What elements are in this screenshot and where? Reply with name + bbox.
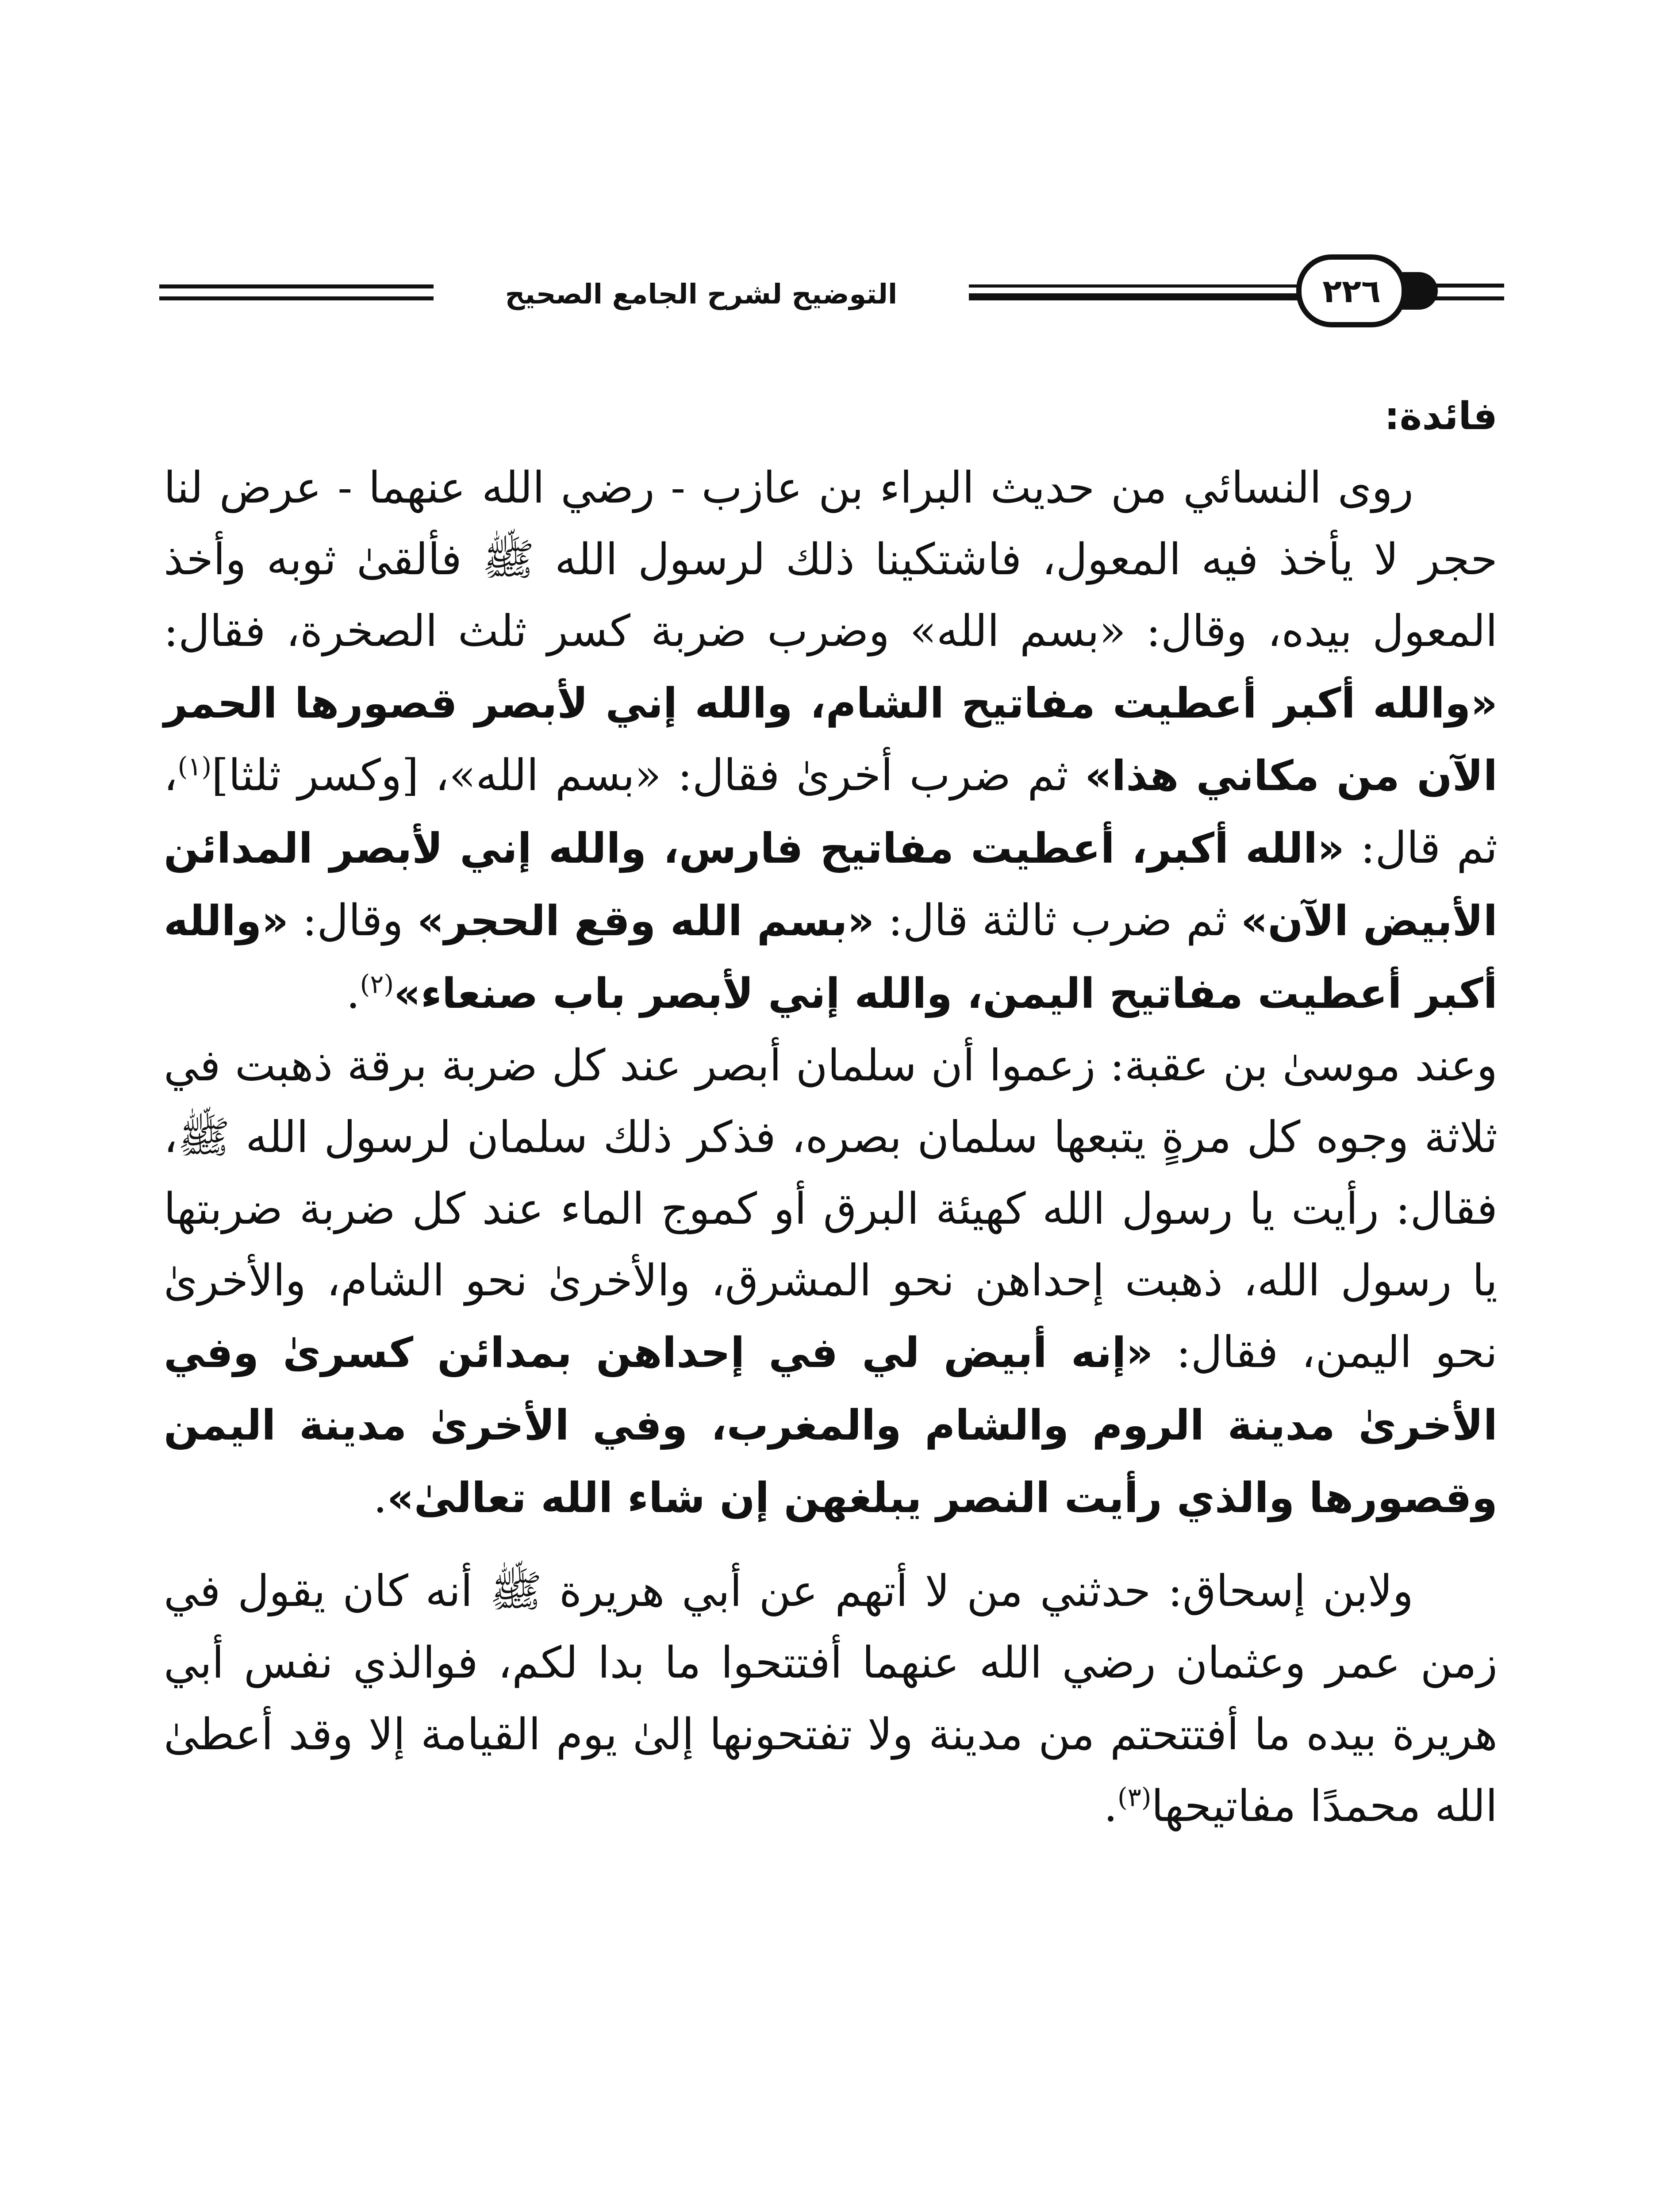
- footnote-ref-2[interactable]: (٢): [360, 969, 394, 999]
- text-run: وقال:: [288, 895, 417, 946]
- header-rule-far-right-bottom: [1433, 296, 1504, 300]
- header-rule-left-bottom: [159, 296, 434, 300]
- header-rule-right-thick: [969, 293, 1305, 300]
- paragraph-3: [164, 1555, 1498, 1842]
- text-run: ولابن إسحاق: حدثني من لا أتهم عن أبي هريرة ﷺ أنه كان يقول في زمن عمر وعثمان رضي الله عنهما أفتتحوا ما بدا لكم، فوالذي نفس أبي هريرة بيده ما أفتتحتم من مدينة ولا تفتحونها إلىٰ يوم القيامة إلا وقد أعطىٰ الله محمدًا مفاتيحها: [164, 1566, 1498, 1832]
- header-rule-right-top: [969, 284, 1305, 288]
- page-number-badge: [1296, 254, 1407, 327]
- paragraph-gap: [164, 1534, 1498, 1555]
- text-run: ثم ضرب ثالثة قال:: [874, 895, 1241, 946]
- paragraph-1: [164, 452, 1498, 1030]
- hadith-quote: «بسم الله وقع الحجر»: [417, 897, 875, 945]
- hadith-quote: «إنه أبيض لي في إحداهن بمدائن كسرىٰ وفي الأخرىٰ مدينة الروم والشام والمغرب، وفي الأخرىٰ مدينة اليمن وقصورها والذي رأيت النصر يبلغهن إن شاء الله تعالىٰ»: [164, 1329, 1498, 1522]
- running-header: [159, 254, 1504, 334]
- text-run: .: [346, 968, 360, 1018]
- hadith-quote: «الله أكبر، أعطيت مفاتيح فارس، والله إني لأبصر المدائن الأبيض الآن»: [164, 825, 1498, 945]
- header-rule-left-top: [159, 284, 434, 288]
- main-text: [164, 380, 1498, 1842]
- section-heading: فائدة:: [1384, 394, 1498, 438]
- page-number: ٢٢٦: [1322, 272, 1381, 310]
- text-run: ثم ضرب أخرىٰ فقال: «بسم الله»، [وكسر ثلثا]: [211, 750, 1085, 801]
- footnote-ref-3[interactable]: (٣): [1118, 1782, 1152, 1813]
- text-run: .: [1103, 1781, 1118, 1832]
- text-run: ، ثم قال:: [164, 750, 1498, 873]
- text-run: روى النسائي من حديث البراء بن عازب - رضي الله عنهما - عرض لنا حجر لا يأخذ فيه المعول، فاشتكينا ذلك لرسول الله ﷺ فألقىٰ ثوبه وأخذ المعول بيده، وقال: «بسم الله» وضرب ضربة كسر ثلث الصخرة، فقال:: [164, 463, 1498, 657]
- page-number-badge-tail: [1402, 272, 1438, 310]
- header-rule-far-right-top: [1433, 284, 1504, 288]
- text-run: وعند موسىٰ بن عقبة: زعموا أن سلمان أبصر عند كل ضربة برقة ذهبت في ثلاثة وجوه كل مرةٍ يتبعها سلمان بصره، فذكر ذلك سلمان لرسول الله ﷺ، فقال: رأيت يا رسول الله كهيئة البرق أو كموج الماء عند كل ضربة ضربتها يا رسول الله، ذهبت إحداهن نحو المشرق، والأخرىٰ نحو الشام، والأخرىٰ نحو اليمن، فقال:: [164, 1041, 1498, 1378]
- paragraph-2: [164, 1030, 1498, 1534]
- text-run: .: [373, 1472, 387, 1523]
- hadith-quote: «والله أكبر أعطيت مفاتيح الشام، والله إني لأبصر قصورها الحمر الآن من مكاني هذا»: [164, 680, 1498, 800]
- hadith-quote: «والله أكبر أعطيت مفاتيح اليمن، والله إني لأبصر باب صنعاء»: [164, 897, 1498, 1018]
- footnote-ref-1[interactable]: (١): [177, 751, 212, 782]
- book-title: التوضيح لشرح الجامع الصحيح: [505, 278, 898, 310]
